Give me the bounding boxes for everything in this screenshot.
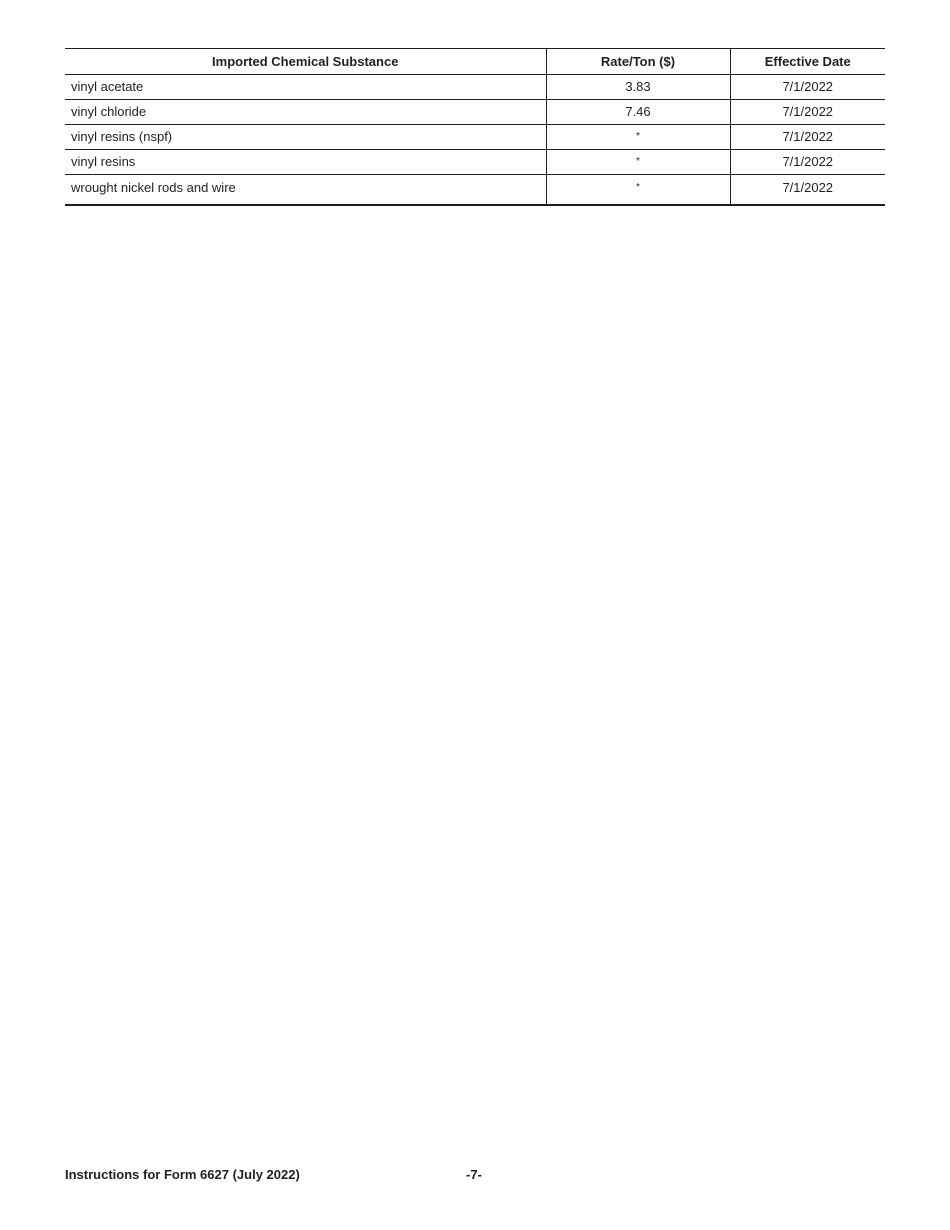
table-row	[65, 150, 885, 175]
substance-cell: vinyl acetate	[65, 75, 546, 100]
effective-date-cell: 7/1/2022	[730, 125, 885, 150]
table-header	[65, 49, 885, 75]
effective-date-cell: 7/1/2022	[730, 150, 885, 175]
substance-cell: vinyl resins	[65, 150, 546, 175]
substance-cell: vinyl chloride	[65, 100, 546, 125]
page-number: -7-	[466, 1167, 482, 1182]
imported-chemical-substances-table	[65, 48, 885, 206]
effective-date-cell: 7/1/2022	[730, 175, 885, 206]
table-row	[65, 175, 885, 206]
rate-cell: 3.83	[546, 75, 730, 100]
rate-cell: 7.46	[546, 100, 730, 125]
effective-date-cell: 7/1/2022	[730, 75, 885, 100]
table-header-row	[65, 49, 885, 75]
header-rate: Rate/Ton ($)	[546, 49, 730, 75]
rate-cell: *	[546, 125, 730, 150]
header-substance: Imported Chemical Substance	[65, 49, 546, 75]
table-row	[65, 125, 885, 150]
rate-cell: *	[546, 150, 730, 175]
effective-date-cell: 7/1/2022	[730, 100, 885, 125]
rate-cell: *	[546, 175, 730, 206]
header-effective-date: Effective Date	[730, 49, 885, 75]
substance-cell: vinyl resins (nspf)	[65, 125, 546, 150]
footer-form-title: Instructions for Form 6627 (July 2022)	[65, 1167, 300, 1182]
table-row	[65, 100, 885, 125]
table-row	[65, 75, 885, 100]
table-body	[65, 75, 885, 206]
substance-cell: wrought nickel rods and wire	[65, 175, 546, 206]
